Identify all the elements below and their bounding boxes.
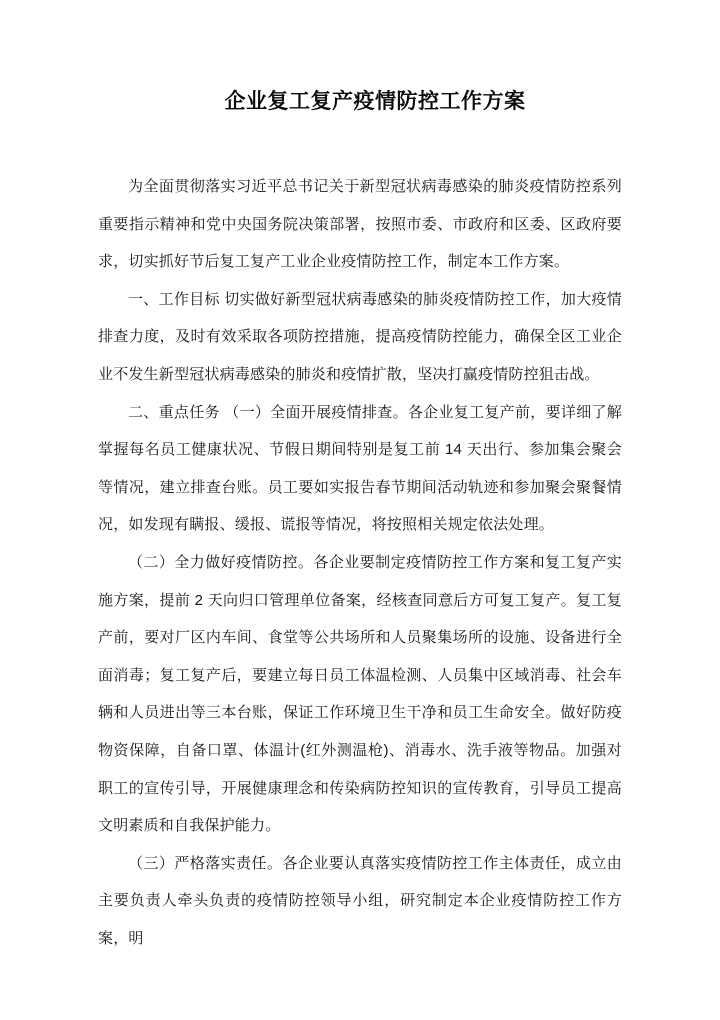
paragraph-work-goal: 一、工作目标 切实做好新型冠状病毒感染的肺炎疫情防控工作，加大疫情排查力度，及时有效采取各项防控措施，提高疫情防控能力，确保全区工业企业不发生新型冠状病毒感染的肺炎和疫情扩散，坚决打赢疫情防控狙击战。 xyxy=(98,290,622,383)
paragraph-intro: 为全面贯彻落实习近平总书记关于新型冠状病毒感染的肺炎疫情防控系列重要指示精神和党中央国务院决策部署，按照市委、市政府和区委、区政府要求，切实抓好节后复工复产工业企业疫情防控工作，制定本工作方案。 xyxy=(98,178,622,271)
paragraph-key-task-2: （二）全力做好疫情防控。各企业要制定疫情防控工作方案和复工复产实施方案，提前 2 天向归口管理单位备案，经核查同意后方可复工复产。复工复产前，要对厂区内车间、食堂等公共场所和人员聚集场所的设施、设备进行全面消毒；复工复产后，要建立每日员工体温检测、人员集中区域消毒、社会车辆和人员进出等三本台账，保证工作环境卫生干净和员工生命安全。做好防疫物资保障，自备口罩、体温计(红外测温枪)、消毒水、洗手液等物品。加强对职工的宣传引导，开展健康理念和传染病防控知识的宣传教育，引导员工提高文明素质和自我保护能力。 xyxy=(98,553,622,835)
document-title: 企业复工复产疫情防控工作方案 xyxy=(224,90,526,113)
document-body xyxy=(98,168,622,957)
paragraph-key-task-1: 二、重点任务 （一）全面开展疫情排查。各企业复工复产前，要详细了解掌握每名员工健康状况、节假日期间特别是复工前 14 天出行、参加集会聚会等情况，建立排查台账。员工要如实报告春节期间活动轨迹和参加聚会聚餐情况，如发现有瞒报、缓报、谎报等情况，将按照相关规定依法处理。 xyxy=(98,403,622,534)
paragraph-key-task-3: （三）严格落实责任。各企业要认真落实疫情防控工作主体责任，成立由主要负责人牵头负责的疫情防控领导小组，研究制定本企业疫情防控工作方案，明 xyxy=(98,854,622,947)
